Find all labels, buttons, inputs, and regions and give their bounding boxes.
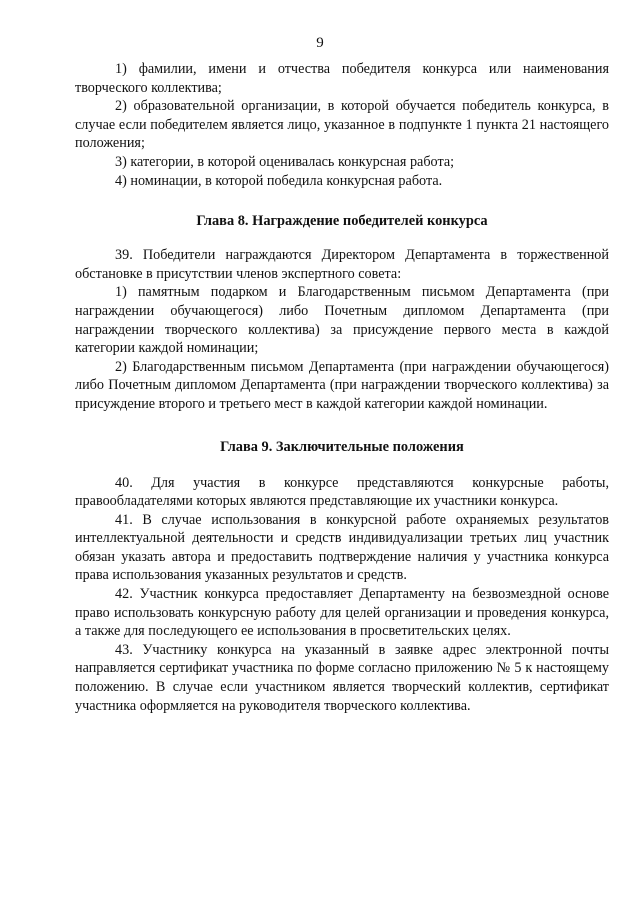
document-body xyxy=(75,60,609,715)
list-item: 3) категории, в которой оценивалась конкурсная работа; xyxy=(115,153,455,170)
chapter-9-heading: Глава 9. Заключительные положения xyxy=(220,438,464,455)
chapter-8-heading: Глава 8. Награждение победителей конкурса xyxy=(196,213,488,230)
paragraph-42: 42. Участник конкурса предоставляет Департаменту на безвозмездной основе право использовать конкурсную работу для целей организации и проведения конкурса, а также для последующего ее использования в просветительских целях. xyxy=(75,586,609,640)
list-item: 1) памятным подарком и Благодарственным письмом Департамента (при награждении обучающегося) либо Почетным дипломом Департамента (при награждении творческого коллектива) за присуждение первого места в каждой категории каждой номинации; xyxy=(75,284,609,357)
list-item: 4) номинации, в которой победила конкурсная работа. xyxy=(115,172,443,189)
paragraph-40: 40. Для участия в конкурсе представляются конкурсные работы, правообладателями которых являются представляющие их участники конкурса. xyxy=(75,474,609,510)
paragraph-39: 39. Победители награждаются Директором Департамента в торжественной обстановке в присутствии членов экспертного совета: xyxy=(75,247,609,282)
list-item: 2) Благодарственным письмом Департамента (при награждении обучающегося) либо Почетным дипломом Департамента (при награждении творческого коллектива) за присуждение второго и третьего мест в каждой категории каждой номинации. xyxy=(75,358,609,412)
list-item: 1) фамилии, имени и отчества победителя конкурса или наименования творческого коллектива; xyxy=(75,61,609,96)
list-item: 2) образовательной организации, в которой обучается победитель конкурса, в случае если победителем является лицо, указанное в подпункте 1 пункта 21 настоящего положения; xyxy=(75,98,609,152)
paragraph-43: 43. Участнику конкурса на указанный в заявке адрес электронной почты направляется сертификат участника по форме согласно приложению № 5 к настоящему положению. В случае если участником является творческий коллектив, сертификат участника оформляется на руководителя творческого коллектива. xyxy=(75,641,609,714)
paragraph-41: 41. В случае использования в конкурсной работе охраняемых результатов интеллектуальной деятельности и средств индивидуализации третьих лиц участник обязан указать автора и предоставить подтверждение наличия у участника конкурса права использования указанных результатов и средств. xyxy=(75,511,609,584)
page-number: 9 xyxy=(316,35,324,51)
